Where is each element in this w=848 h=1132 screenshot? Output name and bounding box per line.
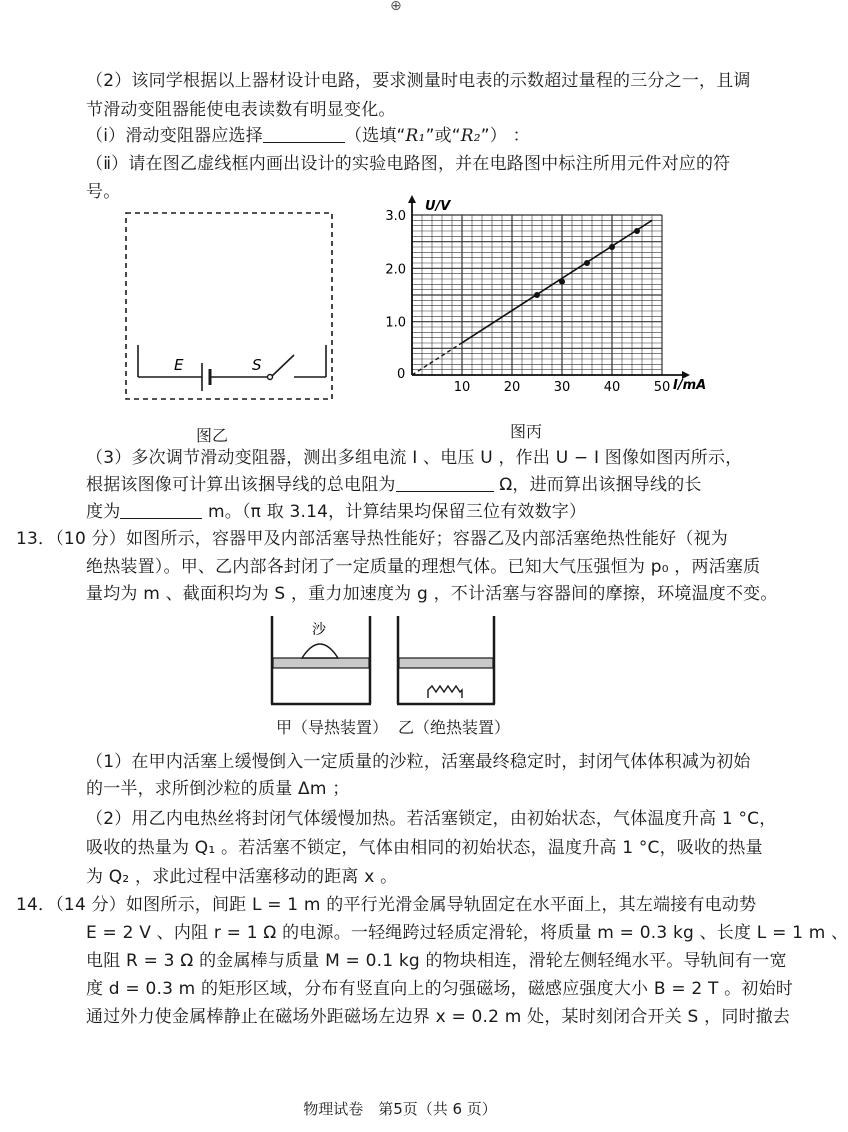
switch-lever <box>272 355 294 376</box>
part3-line1: （3）多次调节滑动变阻器，测出多组电流 I 、电压 U ，作出 U − I 图像如图丙所示， <box>86 448 743 468</box>
x-axis-label: I/mA <box>673 378 707 393</box>
data-point <box>634 228 640 234</box>
part2-i-mid: ”或“ <box>425 126 461 146</box>
answer-blank-length[interactable] <box>120 502 202 519</box>
part2-ii-line2: 号。 <box>86 182 121 202</box>
caption-figure-bing: 图丙 <box>510 422 543 441</box>
fit-line <box>462 220 652 342</box>
figure-yi-circuit <box>118 205 348 405</box>
q14-line1: 14．（14 分）如图所示，间距 L = 1 m 的平行光滑金属导轨固定在水平面上，其左端接有电动势 <box>16 895 757 915</box>
q13-line3: 量均为 m 、截面积均为 S ，重力加速度为 g ，不计活塞与容器间的摩擦，环境温度不变。 <box>86 584 778 604</box>
label-E: E <box>174 356 184 374</box>
part3-line3-b: m。（π 取 3.14，计算结果均保留三位有效数字） <box>202 502 587 522</box>
q13-sub1-line2: 的一半，求所倒沙粒的质量 Δm ； <box>86 779 350 799</box>
part2-i-prefix: （ⅰ）滑动变阻器应选择 <box>86 126 263 146</box>
figure-bing-chart <box>385 190 708 405</box>
data-point <box>534 292 540 298</box>
y-tick-label: 2.0 <box>385 262 406 278</box>
piston-yi <box>399 658 493 668</box>
data-point <box>559 279 565 285</box>
sand-label: 沙 <box>312 622 326 638</box>
answer-blank-rheostat[interactable] <box>263 126 345 143</box>
part2-line2: 节滑动变阻器能使电表读数有明显变化。 <box>86 100 396 120</box>
part3-line3 <box>86 501 586 523</box>
data-point <box>609 244 615 250</box>
part3-line3-a: 度为 <box>86 502 121 522</box>
x-tick-label: 10 <box>453 380 471 395</box>
q14-line3: 电阻 R = 3 Ω 的金属棒与质量 M = 0.1 kg 的物块相连，滑轮左侧轻绳水平。导轨间有一宽 <box>86 951 787 971</box>
part3-line2-a: 根据该图像可计算出该捆导线的总电阻为 <box>86 475 396 495</box>
x-tick-label: 50 <box>653 380 671 395</box>
page-footer: 物理试卷 第5页（共 6 页） <box>303 1100 497 1118</box>
part2-i-suffix-a: （选填“ <box>344 126 406 146</box>
r1-symbol: R₁ <box>405 126 426 146</box>
part2-line1: （2）该同学根据以上器材设计电路，要求测量时电表的示数超过量程的三分之一，且调 <box>86 71 751 91</box>
q13-sub2-line2: 吸收的热量为 Q₁ 。若活塞不锁定，气体由相同的初始状态，温度升高 1 °C，吸收的热量 <box>86 838 763 858</box>
caption-figure-yi: 图乙 <box>196 426 229 445</box>
q14-line5: 通过外力使金属棒静止在磁场外距磁场左边界 x = 0.2 m 处，某时刻闭合开关 S ，同时撤去 <box>86 1007 791 1027</box>
sand-pile <box>302 644 338 658</box>
part3-line2 <box>86 474 702 496</box>
y-axis-arrow <box>408 195 416 203</box>
q14-line4: 度 d = 0.3 m 的矩形区域，分布有竖直向上的匀强磁场，磁感应强度大小 B = 2 T 。初始时 <box>86 979 793 999</box>
q13-sub2-line1: （2）用乙内电热丝将封闭气体缓慢加热。若活塞锁定，由初始状态，气体温度升高 1 °C， <box>86 809 777 829</box>
piston-jia <box>273 658 369 668</box>
data-point <box>584 260 590 266</box>
x-tick-label: 20 <box>503 380 521 395</box>
figure-q13-containers <box>262 612 512 712</box>
origin-label: 0 <box>397 367 406 382</box>
y-axis-label: U/V <box>425 199 451 214</box>
q13-sub1-line1: （1）在甲内活塞上缓慢倒入一定质量的沙粒，活塞最终稳定时，封闭气体体积减为初始 <box>86 752 751 772</box>
q13-line2: 绝热装置）。甲、乙内部各封闭了一定质量的理想气体。已知大气压强恒为 p₀ ，两活塞质 <box>86 557 761 577</box>
binding-mark: ⊕ <box>390 0 402 14</box>
x-tick-label: 40 <box>603 380 621 395</box>
y-tick-label: 3.0 <box>385 209 406 224</box>
caption-jia: 甲（导热装置） <box>276 718 389 737</box>
part2-i-suffix-b: ”） ： <box>480 126 530 146</box>
answer-blank-resistance[interactable] <box>396 475 494 492</box>
caption-yi: 乙（绝热装置） <box>398 718 511 737</box>
heating-wire <box>428 686 462 698</box>
y-tick-label: 1.0 <box>385 315 406 331</box>
q13-line1: 13．（10 分）如图所示，容器甲及内部活塞导热性能好；容器乙及内部活塞绝热性能好（视为 <box>16 529 728 549</box>
r2-symbol: R₂ <box>460 126 481 146</box>
part2-question-i <box>86 125 530 147</box>
part2-ii-line1: （ⅱ）请在图乙虚线框内画出设计的实验电路图，并在电路图中标注所用元件对应的符 <box>86 154 731 174</box>
x-tick-label: 30 <box>553 380 571 395</box>
q13-sub2-line3: 为 Q₂ ，求此过程中活塞移动的距离 x 。 <box>86 867 398 887</box>
label-S: S <box>252 356 262 374</box>
q14-line2: E = 2 V 、内阻 r = 1 Ω 的电源。一轻绳跨过轻质定滑轮，将质量 m = 0.3 kg 、长度 L = 1 m 、 <box>86 923 848 943</box>
dashed-frame <box>126 213 332 399</box>
part3-line2-b: Ω，进而算出该捆导线的长 <box>493 475 702 495</box>
